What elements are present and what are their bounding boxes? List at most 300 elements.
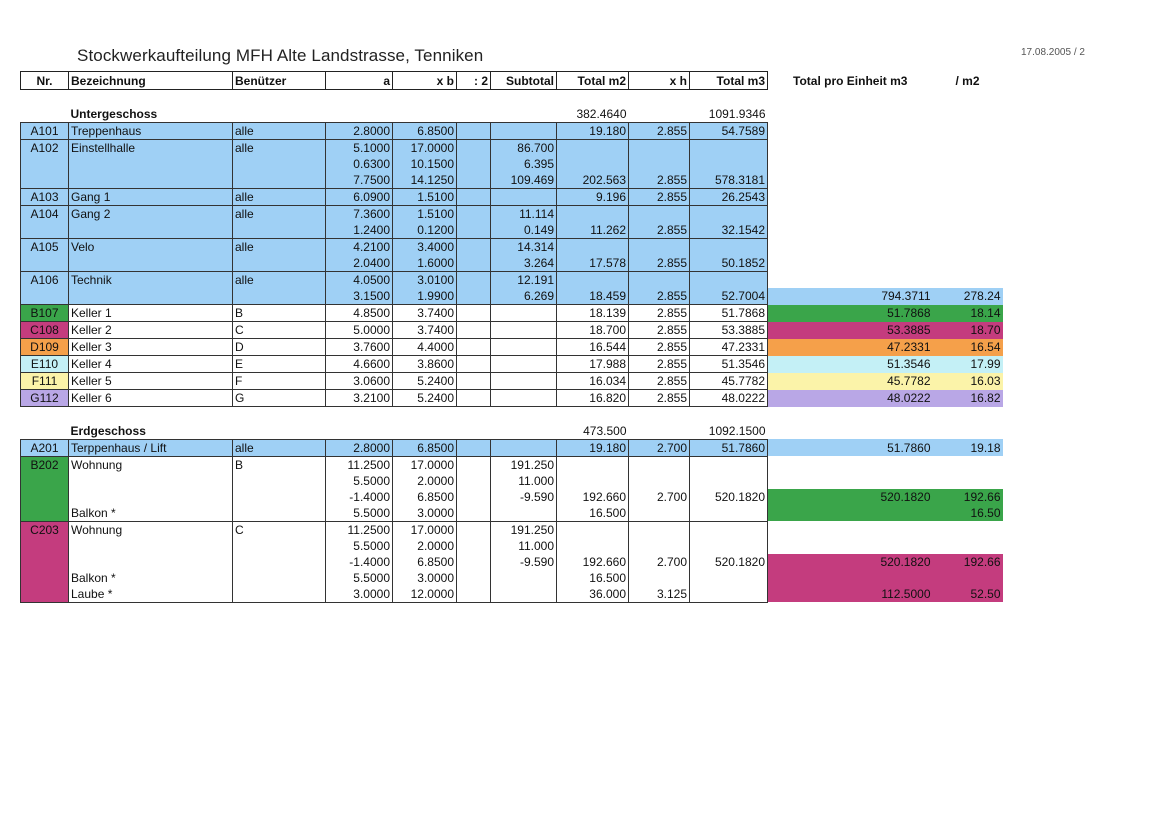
total-m3-cell	[690, 239, 768, 256]
subtotal-cell: 6.269	[491, 288, 557, 305]
a-cell: 2.8000	[326, 123, 393, 140]
total-m3-cell: 32.1542	[690, 222, 768, 239]
total-einheit-cell: 51.7860	[768, 439, 933, 456]
b-cell: 6.8500	[393, 123, 457, 140]
a-cell: 3.7600	[326, 339, 393, 356]
nr-cell: A105	[21, 239, 69, 256]
table-row	[21, 206, 1003, 223]
subtotal-cell	[491, 356, 557, 373]
div2-cell	[457, 554, 491, 570]
benutzer-cell	[233, 554, 326, 570]
total-m2-cell: 192.660	[557, 554, 629, 570]
a-cell: 3.0000	[326, 586, 393, 603]
total-m3-cell: 51.7860	[690, 439, 768, 456]
table-row	[21, 322, 1003, 339]
col-per-m2-header: / m2	[955, 73, 980, 88]
nr-cell: G112	[21, 390, 69, 407]
table-row	[21, 456, 1003, 473]
xh-cell	[629, 538, 690, 554]
total-einheit-cell	[768, 172, 933, 189]
a-cell: 5.5000	[326, 473, 393, 489]
total-m2-cell: 17.988	[557, 356, 629, 373]
nr-cell	[21, 554, 69, 570]
b-cell: 1.5100	[393, 206, 457, 223]
per-m2-cell: 18.14	[933, 305, 1003, 322]
nr-cell: C108	[21, 322, 69, 339]
total-einheit-cell: 48.0222	[768, 390, 933, 407]
total-m3-cell	[690, 586, 768, 603]
a-cell: -1.4000	[326, 489, 393, 505]
subtotal-cell: 3.264	[491, 255, 557, 272]
total-m2-cell	[557, 239, 629, 256]
total-m3-cell	[690, 140, 768, 157]
total-einheit-cell	[768, 123, 933, 140]
b-cell: 3.0000	[393, 505, 457, 522]
div2-cell	[457, 489, 491, 505]
total-m3-cell: 48.0222	[690, 390, 768, 407]
bezeichnung-cell	[69, 473, 233, 489]
section-title: Untergeschoss	[70, 107, 158, 121]
col-bezeichnung-header: Bezeichnung	[69, 72, 233, 90]
xh-cell: 2.700	[629, 489, 690, 505]
col-total-m3-header: Total m3	[690, 72, 768, 90]
div2-cell	[457, 206, 491, 223]
per-m2-cell	[933, 222, 1003, 239]
bezeichnung-cell: Keller 2	[69, 322, 233, 339]
per-m2-cell: 16.82	[933, 390, 1003, 407]
total-m3-cell: 520.1820	[690, 554, 768, 570]
page-title: Stockwerkaufteilung MFH Alte Landstrasse, Tenniken	[77, 46, 484, 65]
xh-cell: 2.855	[629, 172, 690, 189]
total-einheit-cell	[768, 538, 933, 554]
header-row	[21, 72, 1003, 90]
total-m3-cell: 520.1820	[690, 489, 768, 505]
benutzer-cell: C	[233, 521, 326, 538]
xh-cell: 2.855	[629, 322, 690, 339]
bezeichnung-cell	[69, 255, 233, 272]
table-row	[21, 373, 1003, 390]
total-m3-cell	[690, 156, 768, 172]
bezeichnung-cell: Keller 3	[69, 339, 233, 356]
per-m2-cell	[933, 239, 1003, 256]
col-xh-header: x h	[629, 72, 690, 90]
benutzer-cell: alle	[233, 206, 326, 223]
b-cell: 3.4000	[393, 239, 457, 256]
div2-cell	[457, 456, 491, 473]
per-m2-cell	[933, 473, 1003, 489]
total-m2-cell: 16.034	[557, 373, 629, 390]
col-benutzer-header: Benützer	[233, 72, 326, 90]
xh-cell: 2.855	[629, 305, 690, 322]
b-cell: 1.5100	[393, 189, 457, 206]
total-einheit-cell	[768, 239, 933, 256]
per-m2-cell: 17.99	[933, 356, 1003, 373]
xh-cell	[629, 473, 690, 489]
total-m2-cell	[557, 538, 629, 554]
total-m3-cell: 26.2543	[690, 189, 768, 206]
total-einheit-cell	[768, 140, 933, 157]
calculation-table	[20, 71, 1003, 602]
div2-cell	[457, 272, 491, 289]
subtotal-cell: -9.590	[491, 489, 557, 505]
total-einheit-cell: 520.1820	[768, 489, 933, 505]
xh-cell: 2.700	[629, 439, 690, 456]
col-nr-header: Nr.	[21, 72, 69, 90]
per-m2-cell	[933, 272, 1003, 289]
per-m2-cell	[933, 189, 1003, 206]
subtotal-cell	[491, 570, 557, 586]
nr-cell	[21, 570, 69, 586]
per-m2-cell: 19.18	[933, 439, 1003, 456]
bezeichnung-cell: Keller 5	[69, 373, 233, 390]
a-cell: 1.2400	[326, 222, 393, 239]
bezeichnung-cell: Terppenhaus / Lift	[69, 439, 233, 456]
div2-cell	[457, 505, 491, 522]
total-m2-cell: 202.563	[557, 172, 629, 189]
b-cell: 3.7400	[393, 322, 457, 339]
total-m3-cell: 50.1852	[690, 255, 768, 272]
b-cell: 3.8600	[393, 356, 457, 373]
a-cell: 5.5000	[326, 538, 393, 554]
benutzer-cell: B	[233, 305, 326, 322]
subtotal-cell	[491, 373, 557, 390]
total-m2-cell	[557, 206, 629, 223]
b-cell: 1.6000	[393, 255, 457, 272]
xh-cell: 2.855	[629, 255, 690, 272]
table-row	[21, 439, 1003, 456]
total-m3-cell: 47.2331	[690, 339, 768, 356]
div2-cell	[457, 140, 491, 157]
per-m2-cell: 16.03	[933, 373, 1003, 390]
subtotal-cell	[491, 390, 557, 407]
total-einheit-cell	[768, 255, 933, 272]
subtotal-cell: 12.191	[491, 272, 557, 289]
bezeichnung-cell: Gang 1	[69, 189, 233, 206]
total-m3-cell	[690, 570, 768, 586]
xh-cell: 2.855	[629, 339, 690, 356]
per-m2-cell: 192.66	[933, 554, 1003, 570]
total-m3-cell	[690, 206, 768, 223]
b-cell: 6.8500	[393, 489, 457, 505]
benutzer-cell: alle	[233, 189, 326, 206]
total-m2-cell: 18.139	[557, 305, 629, 322]
bezeichnung-cell: Velo	[69, 239, 233, 256]
benutzer-cell: alle	[233, 439, 326, 456]
xh-cell	[629, 156, 690, 172]
benutzer-cell: alle	[233, 140, 326, 157]
div2-cell	[457, 356, 491, 373]
nr-cell: E110	[21, 356, 69, 373]
benutzer-cell: C	[233, 322, 326, 339]
b-cell: 6.8500	[393, 554, 457, 570]
total-m3-cell: 45.7782	[690, 373, 768, 390]
b-cell: 0.1200	[393, 222, 457, 239]
nr-cell: A201	[21, 439, 69, 456]
col-xb-header: x b	[393, 72, 457, 90]
nr-cell	[21, 172, 69, 189]
benutzer-cell: alle	[233, 272, 326, 289]
nr-cell: A104	[21, 206, 69, 223]
subtotal-cell	[491, 322, 557, 339]
div2-cell	[457, 156, 491, 172]
per-m2-cell: 192.66	[933, 489, 1003, 505]
subtotal-cell: 109.469	[491, 172, 557, 189]
total-einheit-cell	[768, 505, 933, 522]
total-einheit-cell	[768, 206, 933, 223]
total-m2-cell: 19.180	[557, 439, 629, 456]
benutzer-cell: D	[233, 339, 326, 356]
bezeichnung-cell	[69, 172, 233, 189]
nr-cell	[21, 222, 69, 239]
subtotal-cell: 11.114	[491, 206, 557, 223]
total-m2-cell	[557, 156, 629, 172]
total-m2-cell: 9.196	[557, 189, 629, 206]
subtotal-cell	[491, 189, 557, 206]
total-einheit-cell: 47.2331	[768, 339, 933, 356]
xh-cell	[629, 206, 690, 223]
nr-cell: D109	[21, 339, 69, 356]
per-m2-cell	[933, 570, 1003, 586]
bezeichnung-cell: Gang 2	[69, 206, 233, 223]
xh-cell	[629, 570, 690, 586]
div2-cell	[457, 255, 491, 272]
xh-cell: 2.855	[629, 222, 690, 239]
div2-cell	[457, 390, 491, 407]
nr-cell: C203	[21, 521, 69, 538]
b-cell: 1.9900	[393, 288, 457, 305]
per-m2-cell	[933, 123, 1003, 140]
total-einheit-cell	[768, 156, 933, 172]
benutzer-cell: G	[233, 390, 326, 407]
total-einheit-cell: 112.5000	[768, 586, 933, 603]
b-cell: 12.0000	[393, 586, 457, 603]
total-m3-cell	[690, 538, 768, 554]
div2-cell	[457, 473, 491, 489]
nr-cell: F111	[21, 373, 69, 390]
benutzer-cell: B	[233, 456, 326, 473]
a-cell: 6.0900	[326, 189, 393, 206]
div2-cell	[457, 239, 491, 256]
total-m3-cell: 51.7868	[690, 305, 768, 322]
total-einheit-cell	[768, 473, 933, 489]
div2-cell	[457, 172, 491, 189]
total-m3-cell: 52.7004	[690, 288, 768, 305]
total-m2-cell: 16.500	[557, 505, 629, 522]
per-m2-cell	[933, 521, 1003, 538]
benutzer-cell: E	[233, 356, 326, 373]
nr-cell	[21, 473, 69, 489]
total-einheit-cell: 53.3885	[768, 322, 933, 339]
table-row	[21, 390, 1003, 407]
total-einheit-cell	[768, 456, 933, 473]
xh-cell: 2.855	[629, 373, 690, 390]
a-cell: 2.0400	[326, 255, 393, 272]
bezeichnung-cell: Einstellhalle	[69, 140, 233, 157]
subtotal-cell: 0.149	[491, 222, 557, 239]
bezeichnung-cell	[69, 538, 233, 554]
div2-cell	[457, 222, 491, 239]
col-div2-header: : 2	[457, 72, 491, 90]
total-m3-cell	[690, 473, 768, 489]
table-row	[21, 239, 1003, 256]
xh-cell: 2.855	[629, 390, 690, 407]
table-row	[21, 339, 1003, 356]
bezeichnung-cell: Balkon *	[69, 505, 233, 522]
total-m3-cell: 54.7589	[690, 123, 768, 140]
a-cell: 3.1500	[326, 288, 393, 305]
total-m2-cell: 18.459	[557, 288, 629, 305]
table-row	[21, 172, 1003, 189]
nr-cell: A106	[21, 272, 69, 289]
xh-cell: 2.855	[629, 189, 690, 206]
total-einheit-cell: 51.7868	[768, 305, 933, 322]
col-total-einheit-header: Total pro Einheit m3	[793, 73, 908, 88]
div2-cell	[457, 570, 491, 586]
bezeichnung-cell: Wohnung	[69, 456, 233, 473]
total-m3-cell	[690, 521, 768, 538]
total-m2-cell: 16.500	[557, 570, 629, 586]
page-date: 17.08.2005 / 2	[1021, 47, 1085, 58]
table-row	[21, 222, 1003, 239]
table-row	[21, 189, 1003, 206]
a-cell: 4.6600	[326, 356, 393, 373]
nr-cell: A103	[21, 189, 69, 206]
xh-cell	[629, 521, 690, 538]
total-m3-cell: 578.3181	[690, 172, 768, 189]
div2-cell	[457, 322, 491, 339]
xh-cell	[629, 456, 690, 473]
total-m3-cell: 53.3885	[690, 322, 768, 339]
xh-cell	[629, 239, 690, 256]
table-row	[21, 272, 1003, 289]
div2-cell	[457, 373, 491, 390]
nr-cell	[21, 505, 69, 522]
b-cell: 17.0000	[393, 456, 457, 473]
div2-cell	[457, 439, 491, 456]
total-m2-cell	[557, 521, 629, 538]
xh-cell: 3.125	[629, 586, 690, 603]
total-m2-cell	[557, 473, 629, 489]
total-m2-cell	[557, 272, 629, 289]
bezeichnung-cell: Balkon *	[69, 570, 233, 586]
bezeichnung-cell	[69, 222, 233, 239]
bezeichnung-cell: Keller 4	[69, 356, 233, 373]
subtotal-cell: 14.314	[491, 239, 557, 256]
section-row-untergeschoss	[21, 106, 1003, 123]
benutzer-cell	[233, 172, 326, 189]
total-m2-cell	[557, 140, 629, 157]
total-einheit-cell	[768, 521, 933, 538]
a-cell: 11.2500	[326, 521, 393, 538]
total-einheit-cell	[768, 189, 933, 206]
total-m2-cell: 16.544	[557, 339, 629, 356]
total-einheit-cell: 520.1820	[768, 554, 933, 570]
bezeichnung-cell: Keller 1	[69, 305, 233, 322]
section-title: Erdgeschoss	[70, 423, 146, 438]
subtotal-cell	[491, 505, 557, 522]
per-m2-cell: 52.50	[933, 586, 1003, 603]
subtotal-cell: 191.250	[491, 521, 557, 538]
subtotal-cell	[491, 439, 557, 456]
table-row	[21, 473, 1003, 489]
a-cell: 2.8000	[326, 439, 393, 456]
nr-cell: B202	[21, 456, 69, 473]
b-cell: 17.0000	[393, 521, 457, 538]
nr-cell	[21, 288, 69, 305]
b-cell: 3.0000	[393, 570, 457, 586]
benutzer-cell	[233, 586, 326, 603]
total-m3-cell: 51.3546	[690, 356, 768, 373]
div2-cell	[457, 123, 491, 140]
col-a-header: a	[326, 72, 393, 90]
table-row	[21, 356, 1003, 373]
per-m2-cell: 18.70	[933, 322, 1003, 339]
table-body	[21, 72, 1003, 603]
a-cell: 4.8500	[326, 305, 393, 322]
a-cell: 4.2100	[326, 239, 393, 256]
subtotal-cell	[491, 586, 557, 603]
per-m2-cell	[933, 206, 1003, 223]
b-cell: 5.2400	[393, 390, 457, 407]
a-cell: 0.6300	[326, 156, 393, 172]
subtotal-cell: 6.395	[491, 156, 557, 172]
b-cell: 14.1250	[393, 172, 457, 189]
section-total-m3: 1091.9346	[708, 107, 766, 121]
per-m2-cell	[933, 255, 1003, 272]
div2-cell	[457, 521, 491, 538]
total-m2-cell	[557, 456, 629, 473]
per-m2-cell	[933, 172, 1003, 189]
per-m2-cell	[933, 456, 1003, 473]
per-m2-cell	[933, 156, 1003, 172]
benutzer-cell	[233, 473, 326, 489]
benutzer-cell: alle	[233, 123, 326, 140]
a-cell: 5.5000	[326, 505, 393, 522]
per-m2-cell: 16.50	[933, 505, 1003, 522]
benutzer-cell	[233, 570, 326, 586]
nr-cell: A101	[21, 123, 69, 140]
a-cell: 4.0500	[326, 272, 393, 289]
bezeichnung-cell: Technik	[69, 272, 233, 289]
benutzer-cell	[233, 255, 326, 272]
table-row	[21, 570, 1003, 586]
table-row	[21, 123, 1003, 140]
div2-cell	[457, 305, 491, 322]
section-total-m2: 473.500	[583, 423, 627, 438]
table-row	[21, 586, 1003, 603]
per-m2-cell: 16.54	[933, 339, 1003, 356]
per-m2-cell: 278.24	[933, 288, 1003, 305]
b-cell: 2.0000	[393, 473, 457, 489]
total-m3-cell	[690, 272, 768, 289]
subtotal-cell: 11.000	[491, 473, 557, 489]
a-cell: 7.7500	[326, 172, 393, 189]
table-row	[21, 140, 1003, 157]
div2-cell	[457, 288, 491, 305]
total-m2-cell: 19.180	[557, 123, 629, 140]
b-cell: 4.4000	[393, 339, 457, 356]
bezeichnung-cell: Laube *	[69, 586, 233, 603]
table-row	[21, 554, 1003, 570]
bezeichnung-cell	[69, 156, 233, 172]
b-cell: 10.1500	[393, 156, 457, 172]
nr-cell	[21, 586, 69, 603]
a-cell: -1.4000	[326, 554, 393, 570]
total-einheit-cell	[768, 222, 933, 239]
bezeichnung-cell: Keller 6	[69, 390, 233, 407]
table-row	[21, 288, 1003, 305]
table-row	[21, 305, 1003, 322]
